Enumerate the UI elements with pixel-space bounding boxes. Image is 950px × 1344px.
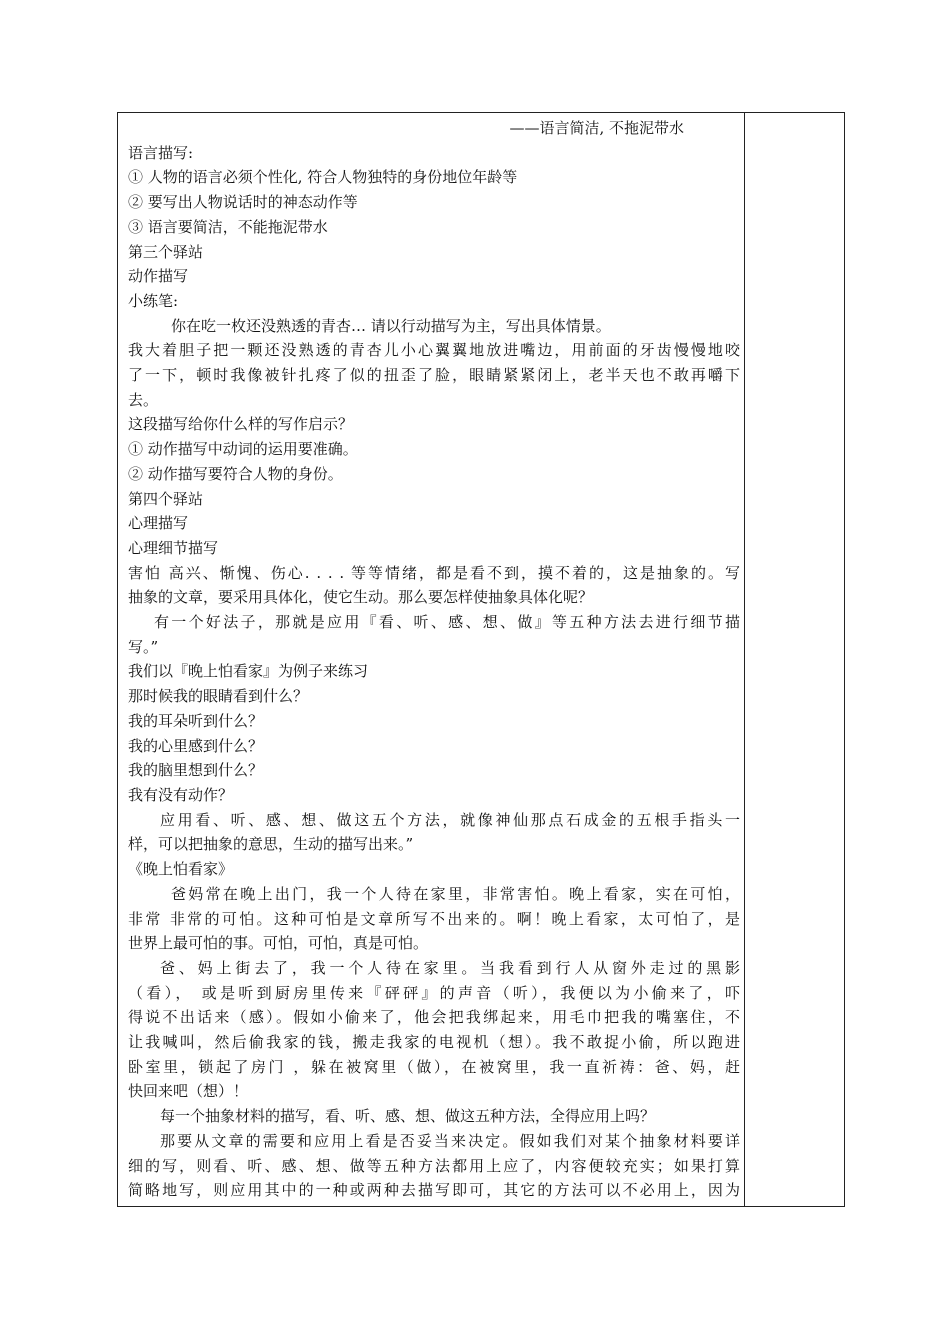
text-line: 非常 非常的可怕。这种可怕是文章所写不出来的。啊！晚上看家，太可怕了，是 xyxy=(128,909,740,928)
text-line: 细的写，则看、听、感、想、做等五种方法都用上应了，内容便较充实；如果打算 xyxy=(128,1156,740,1175)
text-line: ① 动作描写中动词的运用要准确。 xyxy=(128,440,358,459)
text-line: 卧室里，锁起了房门 ，躲在被窝里（做），在被窝里，我一直祈祷：爸、妈，赶 xyxy=(128,1057,740,1076)
text-line: 第四个驿站 xyxy=(128,489,204,508)
text-line: 快回来吧（想）！ xyxy=(128,1082,249,1101)
text-line: 害怕 高兴、惭愧、伤心. . . . 等等情绪，都是看不到，摸不着的，这是抽象的。写 xyxy=(128,563,740,582)
text-line: 那时候我的眼睛看到什么？ xyxy=(128,687,309,706)
text-line: 让我喊叫，然后偷我家的钱，搬走我家的电视机（想）。我不敢捉小偷，所以跑进 xyxy=(128,1033,740,1052)
text-line: 我的心里感到什么？ xyxy=(128,736,264,755)
text-line: 有一个好法子，那就是应用『看、听、感、想、做』等五种方法去进行细节描 xyxy=(154,613,740,632)
text-line: 爸、妈上街去了，我一个人待在家里。当我看到行人从窗外走过的黑影 xyxy=(160,958,740,977)
text-line: ② 动作描写要符合人物的身份。 xyxy=(128,464,343,483)
text-line: 你在吃一枚还没熟透的青杏… 请以行动描写为主，写出具体情景。 xyxy=(171,316,611,335)
text-line: 写。” xyxy=(128,637,159,656)
text-line: （看）， 或是听到厨房里传来『砰砰』的声音（听），我便以为小偷来了，吓 xyxy=(128,983,740,1002)
text-line: 动作描写 xyxy=(128,267,189,286)
text-line: 我大着胆子把一颗还没熟透的青杏儿小心翼翼地放进嘴边，用前面的牙齿慢慢地咬 xyxy=(128,341,740,360)
text-line: 去。 xyxy=(128,390,159,409)
text-line: 我们以『晚上怕看家』为例子来练习 xyxy=(128,662,369,681)
table-frame xyxy=(117,112,845,1207)
text-line: 每一个抽象材料的描写，看、听、感、想、做这五种方法，全得应用上吗？ xyxy=(160,1107,656,1126)
text-line: 抽象的文章，要采用具体化，使它生动。那么要怎样使抽象具体化呢？ xyxy=(128,588,594,607)
text-line: 世界上最可怕的事。可怕，可怕，真是可怕。 xyxy=(128,934,429,953)
text-line: ③ 语言要简洁，不能拖泥带水 xyxy=(128,217,328,236)
text-line: 小练笔: xyxy=(128,291,179,310)
text-line: 了一下，顿时我像被针扎疼了似的扭歪了脸，眼睛紧紧闭上，老半天也不敢再嚼下 xyxy=(128,366,740,385)
text-line: 我的耳朵听到什么？ xyxy=(128,711,264,730)
text-line: 心理描写 xyxy=(128,514,189,533)
text-line: 爸妈常在晚上出门，我一个人待在家里，非常害怕。晚上看家，实在可怕， xyxy=(171,884,740,903)
text-line: 得说不出话来（感）。假如小偷来了，他会把我绑起来，用毛巾把我的嘴塞住，不 xyxy=(128,1008,740,1027)
text-line: 应用看、听、感、想、做这五个方法，就像神仙那点石成金的五根手指头一 xyxy=(160,810,740,829)
text-line: ——语言简洁, 不拖泥带水 xyxy=(509,119,684,137)
text-line: 那要从文章的需要和应用上看是否妥当来决定。假如我们对某个抽象材料要详 xyxy=(160,1131,740,1150)
text-line: 我的脑里想到什么？ xyxy=(128,761,264,780)
text-line: 这段描写给你什么样的写作启示？ xyxy=(128,415,354,434)
text-line: 第三个驿站 xyxy=(128,242,204,261)
text-line: ① 人物的语言必须个性化, 符合人物独特的身份地位年龄等 xyxy=(128,168,518,187)
column-divider xyxy=(744,113,745,1206)
text-line: 简略地写，则应用其中的一种或两种去描写即可，其它的方法可以不必用上，因为 xyxy=(128,1181,740,1200)
text-line: 语言描写: xyxy=(128,143,194,162)
main-text-cell xyxy=(128,116,740,1203)
text-line: 样，可以把抽象的意思，生动的描写出来。” xyxy=(128,835,414,854)
text-line: ② 要写出人物说话时的神态动作等 xyxy=(128,193,358,212)
text-line: 心理细节描写 xyxy=(128,538,219,557)
text-line: 我有没有动作？ xyxy=(128,785,234,804)
text-line: 《晚上怕看家》 xyxy=(128,860,234,879)
